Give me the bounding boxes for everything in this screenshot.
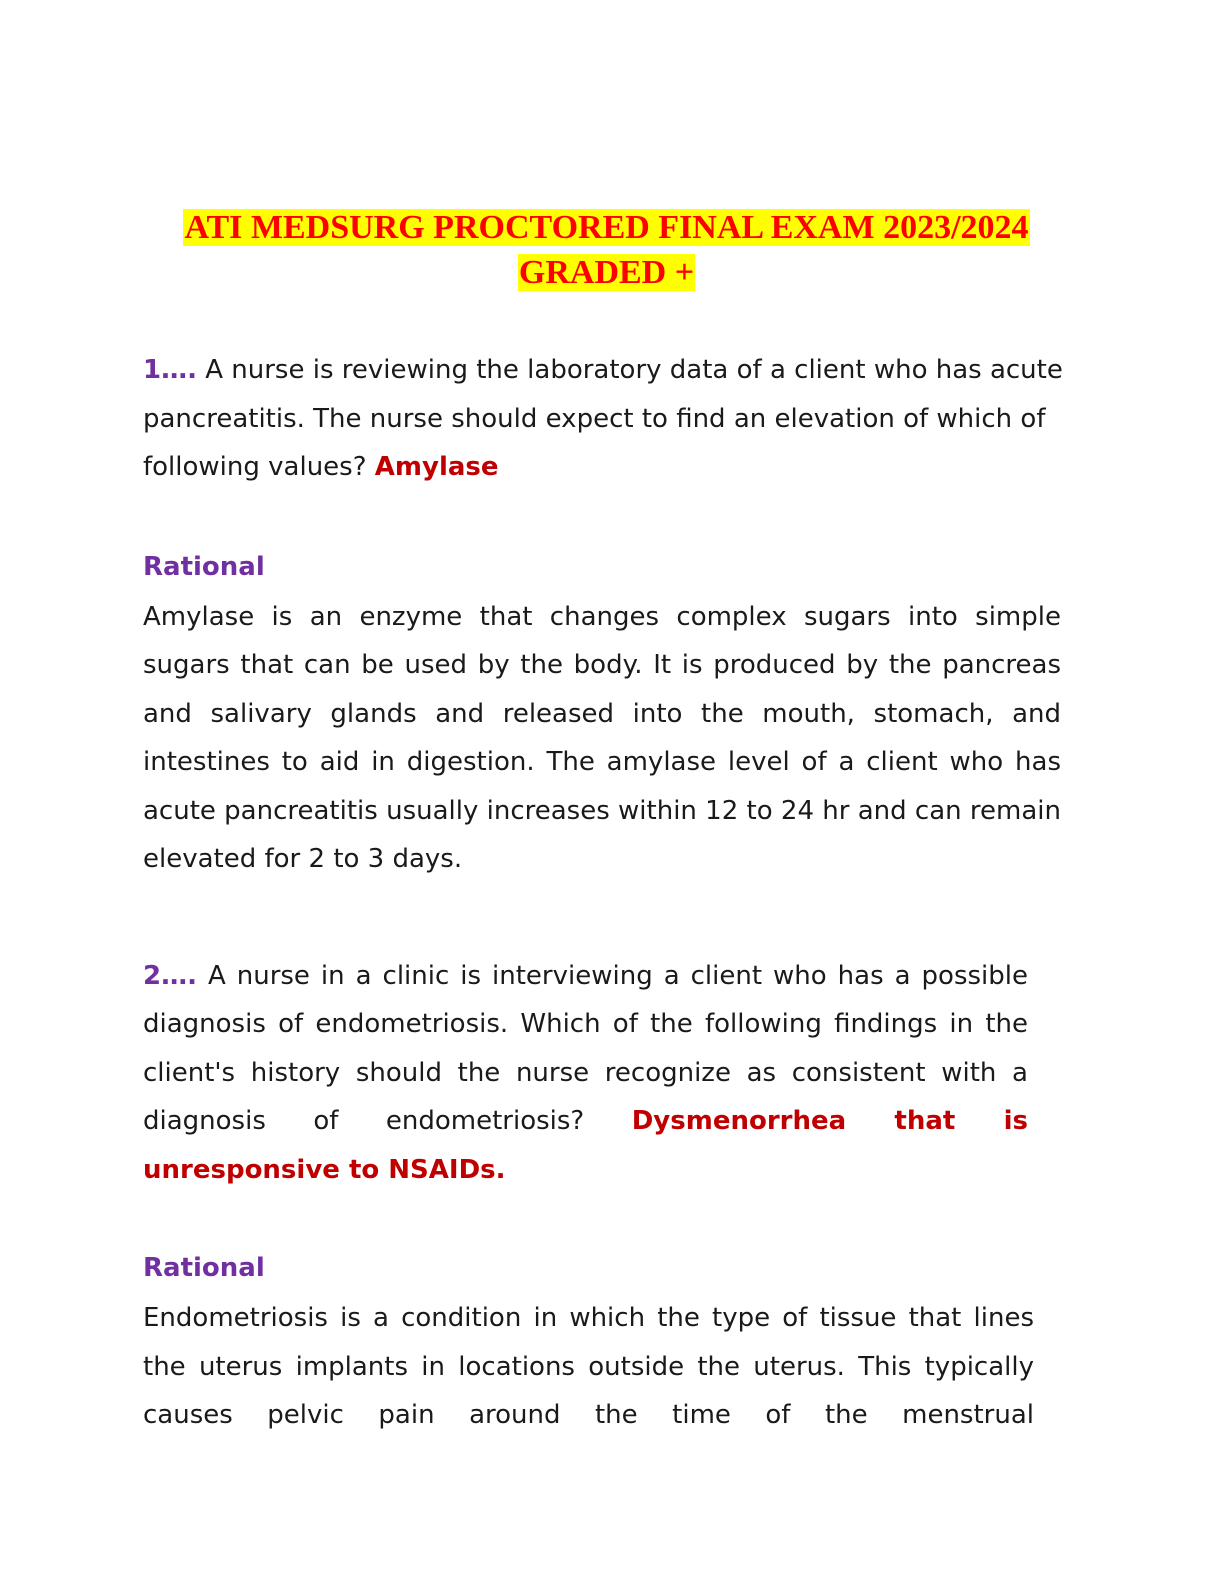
question-answer: Dysmenorrhea that is unresponsive to NSAIDs. bbox=[143, 1106, 1028, 1185]
rational-heading: Rational bbox=[143, 551, 265, 582]
document-title bbox=[141, 205, 1072, 295]
title-line-1: ATI MEDSURG PROCTORED FINAL EXAM 2023/2024 bbox=[184, 209, 1029, 246]
question-number: 2…. bbox=[143, 960, 197, 991]
rational-text: Amylase is an enzyme that changes complex sugars into simple sugars that can be used by the body. It is produced by the pancreas and salivary glands and released into the mouth, stomach, and intestines to aid in digestion. The amylase level of a client who has acute pancreatitis usually increases within 12 to 24 hr and can remain elevated for 2 to 3 days. bbox=[143, 601, 1061, 874]
document-page bbox=[143, 205, 1068, 1440]
question-number: 1…. bbox=[143, 355, 197, 385]
rational-heading: Rational bbox=[143, 1253, 265, 1283]
rational-text: Endometriosis is a condition in which the type of tissue that lines the uterus implants in locations outside the uterus. This typically causes pelvic pain around the time of the menstrual bbox=[143, 1303, 1034, 1430]
question-1 bbox=[143, 346, 1068, 492]
question-answer: Amylase bbox=[374, 452, 499, 482]
question-text: A nurse in a clinic is interviewing a client who has a possible diagnosis of endometriosis. Which of the following findings in the client's history should the nurse recognize as consistent with a diagnosis of endometriosis? bbox=[143, 960, 1028, 1136]
question-text: A nurse is reviewing the laboratory data of a client who has acute pancreatitis. The nurse should expect to find an elevation of which of following values? bbox=[143, 355, 1063, 482]
question-2 bbox=[143, 952, 1028, 1195]
title-line-2: GRADED + bbox=[518, 254, 695, 291]
